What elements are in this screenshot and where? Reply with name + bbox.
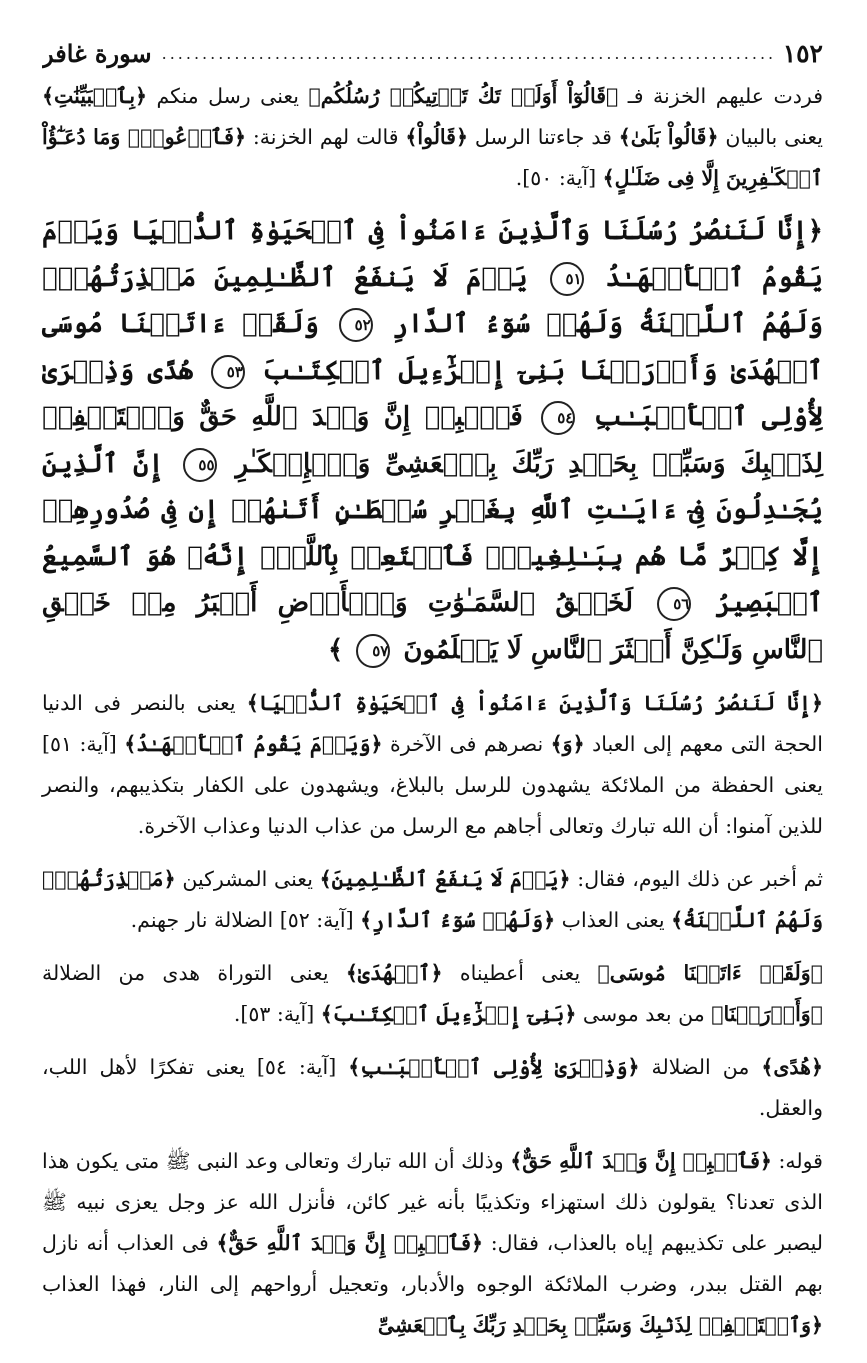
quran-quote: ﴿وَأَوۡرَثۡنَا﴾ <box>711 1002 823 1026</box>
commentary-paragraph-3 <box>42 953 823 1035</box>
closing-bracket: ﴾ <box>328 634 344 665</box>
quran-quote: ﴿بَنِىٓ إِسۡرَٰٓءِيلَ ٱلۡكِتَـٰبَ﴾ <box>320 1002 577 1026</box>
quran-quote: ﴿هُدًى﴾ <box>761 1055 823 1079</box>
text: فى العذاب أنه نازل بهم القتل ببدر، وضرب الملائكة الوجوه والأدبار، وتعجيل أرواحهم إلى النار، فهذا العذاب <box>42 1231 823 1296</box>
quran-quote: ﴿إِنَّا لَنَنصُرُ رُسُلَنَا وَٱلَّذِينَ ءَامَنُواْ فِى ٱلۡحَيَوٰةِ ٱلدُّنۡيَا﴾ <box>246 691 823 715</box>
quran-quote: ﴿وَذِكۡرَىٰ لِأُوْلِى ٱلۡأَلۡبَـٰبِ﴾ <box>348 1055 640 1079</box>
verse-number-51: ٥١ <box>550 262 584 296</box>
quran-quote: ﴿ٱلۡهُدَىٰ﴾ <box>345 961 443 985</box>
text: قوله: <box>771 1149 823 1173</box>
commentary-paragraph-2 <box>42 859 823 941</box>
text: ثم أخبر عن ذلك اليوم، فقال: <box>570 867 823 891</box>
text: فردت عليهم الخزنة فـ <box>618 84 823 108</box>
surah-title: سورة غافر <box>42 38 152 68</box>
verse-51: ﴿إِنَّا لَنَنصُرُ رُسُلَنَا وَٱلَّذِينَ ءَامَنُواْ فِى ٱلۡحَيَوٰةِ ٱلدُّنۡيَا وَيَوۡمَ يَقُومُ ٱلۡأَشۡهَـٰدُ <box>42 216 823 293</box>
text: [آية: ٥٤] يعنى تفكرًا لأهل اللب، والعقل. <box>42 1055 823 1120</box>
quran-verses-block <box>42 208 823 673</box>
text: [آية: ٥٢] الضلالة نار جهنم. <box>130 908 361 932</box>
text: يعنى أعطيناه <box>442 961 598 985</box>
commentary-paragraph-4 <box>42 1047 823 1129</box>
text: نصرهم فى الآخرة <box>382 732 551 756</box>
verse-number-52: ٥٢ <box>339 308 373 342</box>
header-leader-dots <box>162 44 773 63</box>
verse-56: إِنَّ ٱلَّذِينَ يُجَـٰدِلُونَ فِىٓ ءَايَـٰتِ ٱللَّهِ بِغَيۡرِ سُلۡطَـٰنٍ أَتَىٰهُمۡ إِن فِى صُدُورِهِمۡ إِلَّا كِبۡرٌ مَّا هُم بِبَـٰلِغِيهِۚ فَٱسۡتَعِذۡ بِٱللَّهِۖ إِنَّهُۥ هُوَ ٱلسَّمِيعُ ٱلۡبَصِيرُ <box>42 448 824 618</box>
quran-quote: ﴿بِٱلۡبَيِّنَٰتِ﴾ <box>42 84 148 108</box>
intro-paragraph <box>42 76 823 199</box>
quran-quote: ﴿فَٱصۡبِرۡ إِنَّ وَعۡدَ ٱللَّهِ حَقٌّ﴾ <box>510 1149 772 1173</box>
quran-quote: ﴿وَيَوۡمَ يَقُومُ ٱلۡأَشۡهَـٰدُ﴾ <box>124 732 383 756</box>
verse-number-56: ٥٦ <box>657 587 691 621</box>
verse-57: لَخَلۡقُ ٱلسَّمَـٰوَٰتِ وَٱلۡأَرۡضِ أَكۡبَرُ مِنۡ خَلۡقِ ٱلنَّاسِ وَلَـٰكِنَّ أَكۡثَرَ ٱلنَّاسِ لَا يَعۡلَمُونَ <box>42 588 823 665</box>
quran-quote: ﴿فَٱدۡعُواْۗ وَمَا دُعَـٰٓؤُاْ ٱلۡكَـٰفِرِينَ إِلَّا فِى ضَلَـٰلٍ﴾ <box>42 125 823 190</box>
quran-quote: ﴿فَٱصۡبِرۡ إِنَّ وَعۡدَ ٱللَّهِ حَقٌّ﴾ <box>216 1231 483 1255</box>
text: يعنى المشركين <box>175 867 320 891</box>
quran-quote: ﴿قَالُواْ بَلَىٰ﴾ <box>618 125 719 149</box>
quran-quote: ﴿قَالُواْ﴾ <box>405 125 468 149</box>
page-number: ١٥٢ <box>782 38 823 68</box>
text: قالت لهم الخزنة: <box>245 125 406 149</box>
verse-number-55: ٥٥ <box>183 448 217 482</box>
quran-quote: ﴿وَلَهُمۡ سُوٓءُ ٱلدَّارِ﴾ <box>360 908 556 932</box>
text: من الضلالة <box>639 1055 762 1079</box>
text: يعنى العذاب <box>555 908 672 932</box>
verse-54: هُدًى وَذِكۡرَىٰ لِأُوْلِى ٱلۡأَلۡبَـٰبِ <box>42 355 823 432</box>
verse-number-54: ٥٤ <box>541 401 575 435</box>
quran-quote: ﴿قَالُوٓاْ أَوَلَمۡ تَكُ تَأۡتِيكُمۡ رُسُلُكُم﴾ <box>308 84 619 108</box>
text: يعنى التوراة هدى من الضلالة <box>42 961 346 985</box>
text: من بعد موسى <box>576 1002 712 1026</box>
verse-number-53: ٥٣ <box>211 355 245 389</box>
verse-55: فَٱصۡبِرۡ إِنَّ وَعۡدَ ٱللَّهِ حَقٌّ وَٱسۡتَغۡفِرۡ لِذَنۢبِكَ وَسَبِّحۡ بِحَمۡدِ رَبِّكَ بِٱلۡعَشِىِّ وَٱلۡإِبۡكَـٰرِ <box>42 402 823 479</box>
text: [آية: ٥١] يعنى الحفظة من الملائكة يشهدون للرسل بالبلاغ، ويشهدون على الكفار بتكذيبهم، والنصر للذين آمنوا: أن الله تبارك وتعالى أجاهم مع الرسل من عذاب الدنيا وعذاب الآخرة. <box>42 732 823 838</box>
running-header <box>42 30 823 76</box>
quran-quote: ﴿وَٱسۡتَغۡفِرۡ لِذَنۢبِكَ وَسَبِّحۡ بِحَمۡدِ رَبِّكَ بِٱلۡعَشِىِّ <box>377 1313 823 1337</box>
verse-53: وَلَقَدۡ ءَاتَيۡنَا مُوسَى ٱلۡهُدَىٰ وَأَوۡرَثۡنَا بَنِىٓ إِسۡرَٰٓءِيلَ ٱلۡكِتَـٰبَ <box>42 309 823 386</box>
text: [آية: ٥٠]. <box>515 166 603 190</box>
verse-52: يَوۡمَ لَا يَنفَعُ ٱلظَّـٰلِمِينَ مَعۡذِرَتُهُمۡۖ وَلَهُمُ ٱللَّعۡنَةُ وَلَهُمۡ سُوٓءُ ٱلدَّارِ <box>42 262 823 339</box>
text: [آية: ٥٣]. <box>233 1002 321 1026</box>
quran-quote: ﴿يَوۡمَ لَا يَنفَعُ ٱلظَّـٰلِمِينَ﴾ <box>319 867 571 891</box>
text: قد جاءتنا الرسل <box>468 125 619 149</box>
verse-number-57: ٥٧ <box>356 634 390 668</box>
text: وذلك أن الله تبارك وتعالى وعد النبى ﷺ متى يكون هذا الذى تعدنا؟ يقولون ذلك استهزاء وتكذيبًا بأنه غير كائن، فأنزل الله عز وجل يعزى نبيه ﷺ ليصبر على تكذيبهم إياه بالعذاب، فقال: <box>42 1149 823 1255</box>
text: يعنى بالنصر فى الدنيا الحجة التى معهم إلى العباد <box>42 691 823 756</box>
text: يعنى رسل منكم <box>147 84 309 108</box>
commentary-paragraph-1 <box>42 683 823 847</box>
quran-quote: ﴿وَ﴾ <box>550 732 585 756</box>
quran-quote: ﴿وَلَقَدۡ ءَاتَيۡنَا مُوسَى﴾ <box>597 961 823 985</box>
commentary-paragraph-5 <box>42 1141 823 1346</box>
text: يعنى بالبيان <box>718 125 824 149</box>
quran-quote: ﴿مَعۡذِرَتُهُمۡۖ وَلَهُمُ ٱللَّعۡنَةُ﴾ <box>42 867 823 932</box>
